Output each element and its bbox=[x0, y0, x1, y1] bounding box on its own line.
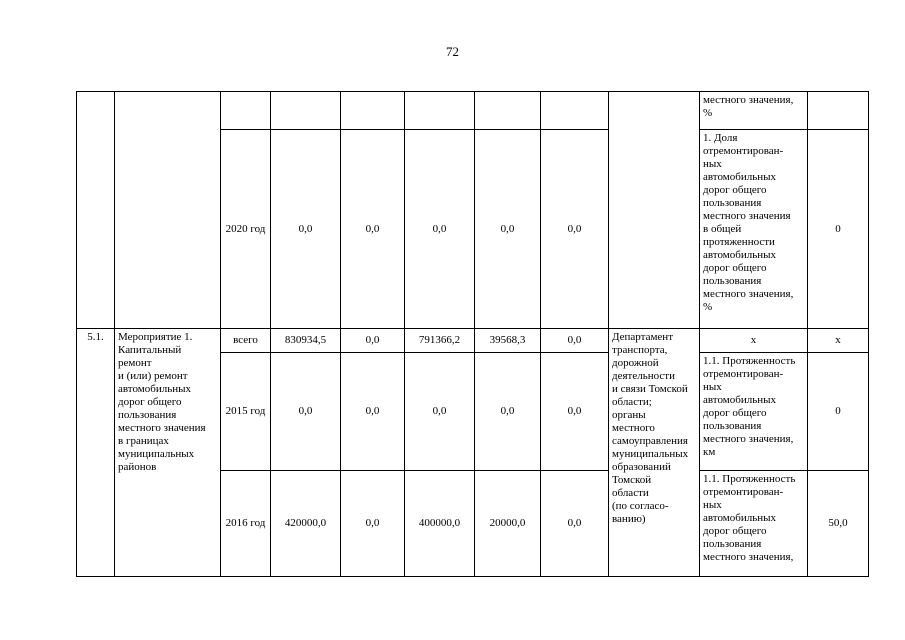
value-cell-empty bbox=[541, 92, 609, 130]
indicator-cell: 1.1. Протяженность отремонтирован- ных автомобильных дорог общего пользования местного значения, bbox=[700, 471, 808, 577]
target-value-cell-empty bbox=[808, 92, 869, 130]
value-cell-empty bbox=[405, 92, 475, 130]
year-cell-empty bbox=[221, 92, 271, 130]
page-number: 72 bbox=[446, 44, 459, 59]
value-cell: 0,0 bbox=[341, 130, 405, 329]
value-cell: 0,0 bbox=[271, 353, 341, 471]
value-cell: 0,0 bbox=[405, 130, 475, 329]
year-cell: 2015 год bbox=[221, 353, 271, 471]
indicator-cell: 1. Доля отремонтирован- ных автомобильных дорог общего пользования местного значения в общей протяженности автомобильных дорог общего пользования местного значения, % bbox=[700, 130, 808, 329]
continuation-row bbox=[77, 92, 869, 130]
indicator-cell: х bbox=[700, 329, 808, 353]
value-cell: 0,0 bbox=[541, 130, 609, 329]
executor-cell-empty bbox=[609, 92, 700, 329]
item-number-cell: 5.1. bbox=[77, 329, 115, 577]
year-cell: 2020 год bbox=[221, 130, 271, 329]
year-cell: всего bbox=[221, 329, 271, 353]
value-cell: 20000,0 bbox=[475, 471, 541, 577]
target-value-cell: 0 bbox=[808, 130, 869, 329]
value-cell: 0,0 bbox=[475, 353, 541, 471]
value-cell-empty bbox=[341, 92, 405, 130]
value-cell: 0,0 bbox=[341, 471, 405, 577]
target-value-cell: 0 bbox=[808, 353, 869, 471]
number-cell-empty bbox=[77, 92, 115, 329]
indicator-cell: местного значения, % bbox=[700, 92, 808, 130]
target-value-cell: х bbox=[808, 329, 869, 353]
value-cell: 830934,5 bbox=[271, 329, 341, 353]
value-cell: 0,0 bbox=[271, 130, 341, 329]
value-cell: 0,0 bbox=[475, 130, 541, 329]
value-cell: 39568,3 bbox=[475, 329, 541, 353]
value-cell-empty bbox=[271, 92, 341, 130]
value-cell: 0,0 bbox=[541, 353, 609, 471]
name-cell-empty bbox=[115, 92, 221, 329]
value-cell: 791366,2 bbox=[405, 329, 475, 353]
target-value-cell: 50,0 bbox=[808, 471, 869, 577]
value-cell: 0,0 bbox=[541, 329, 609, 353]
executor-cell: Департамент транспорта, дорожной деятельности и связи Томской области; органы местного самоуправления муниципальных образований Томской области (по согласо- ванию) bbox=[609, 329, 700, 577]
value-cell: 0,0 bbox=[341, 353, 405, 471]
indicator-cell: 1.1. Протяженность отремонтирован- ных автомобильных дорог общего пользования местного значения, км bbox=[700, 353, 808, 471]
value-cell: 0,0 bbox=[341, 329, 405, 353]
value-cell: 0,0 bbox=[541, 471, 609, 577]
value-cell: 420000,0 bbox=[271, 471, 341, 577]
program-table bbox=[76, 91, 869, 577]
value-cell: 400000,0 bbox=[405, 471, 475, 577]
table-row bbox=[77, 329, 869, 353]
year-cell: 2016 год bbox=[221, 471, 271, 577]
value-cell: 0,0 bbox=[405, 353, 475, 471]
value-cell-empty bbox=[475, 92, 541, 130]
item-name-cell: Мероприятие 1. Капитальный ремонт и (или) ремонт автомобильных дорог общего пользования местного значения в границах муниципальных районов bbox=[115, 329, 221, 577]
